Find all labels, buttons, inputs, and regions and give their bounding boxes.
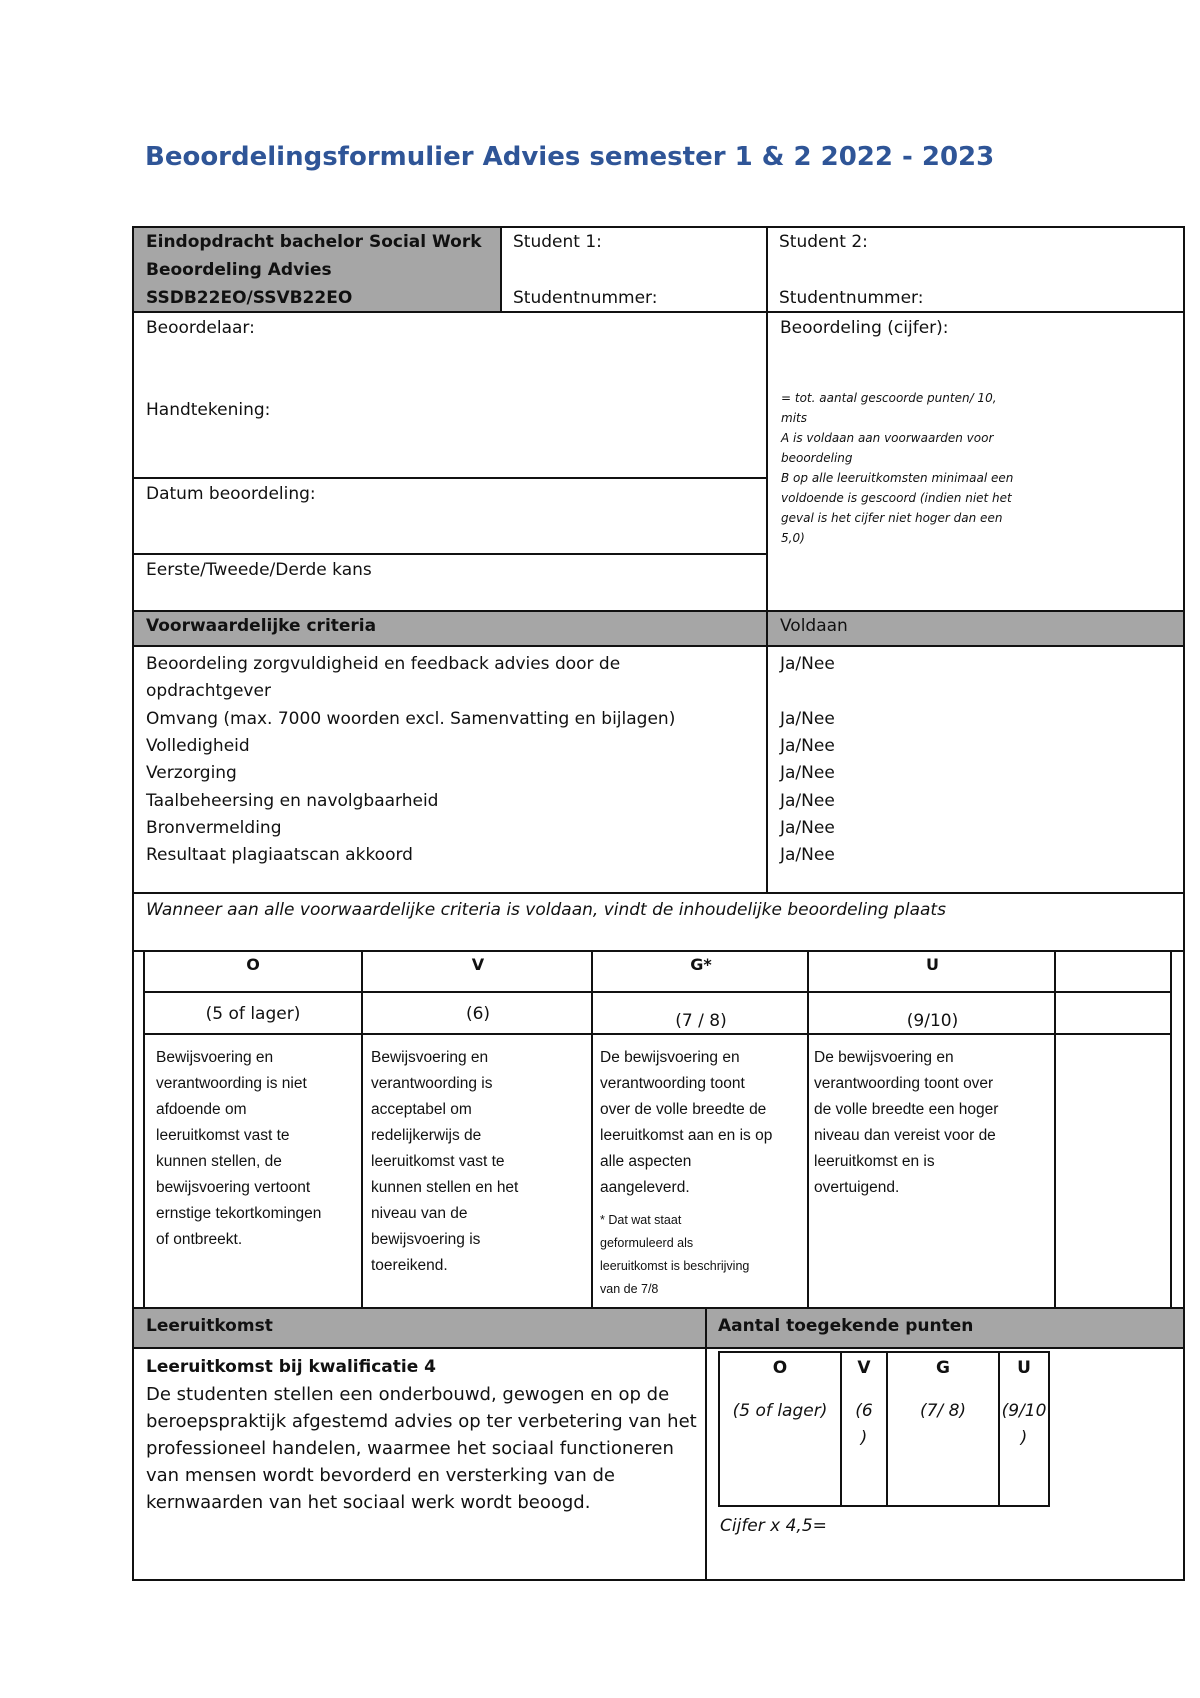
rubric-description: niveau dan vereist voor de: [814, 1127, 996, 1144]
grade-note-line: voldoende is gescoord (indien niet het: [781, 491, 1012, 505]
rubric-description: of ontbreekt.: [156, 1231, 243, 1248]
rubric-score: (9/10): [906, 1011, 959, 1031]
rubric-description: leeruitkomst aan en is op: [600, 1127, 773, 1144]
rubric-description: leeruitkomst en is: [814, 1153, 935, 1170]
course-line: Eindopdracht bachelor Social Work: [146, 232, 482, 252]
student1-number-label: Studentnummer:: [513, 288, 658, 308]
rubric-description: Bewijsvoering en: [156, 1049, 274, 1066]
signature-label: Handtekening:: [146, 400, 271, 420]
rubric-description: kunnen stellen en het: [371, 1179, 519, 1196]
criterion-label: opdrachtgever: [146, 681, 271, 701]
rubric-grade: V: [471, 955, 485, 974]
criterion-label: Beoordeling zorgvuldigheid en feedback advies door de: [146, 654, 621, 674]
criterion-label: Volledigheid: [146, 736, 250, 756]
rubric-description: kunnen stellen, de: [156, 1153, 282, 1170]
outcome-text: professioneel handelen, waarmee het sociaal functioneren: [146, 1438, 674, 1459]
rubric-description: leeruitkomst vast te: [371, 1153, 505, 1170]
rubric-description: ernstige tekortkomingen: [156, 1205, 322, 1222]
rubric-description: de volle breedte een hoger: [814, 1101, 999, 1118]
student2-number-label: Studentnummer:: [779, 288, 924, 308]
rubric-footnote: leeruitkomst is beschrijving: [600, 1259, 750, 1273]
points-grade: O: [772, 1358, 788, 1378]
points-grade: U: [1017, 1358, 1031, 1378]
rubric-description: acceptabel om: [371, 1101, 472, 1118]
criterion-label: Bronvermelding: [146, 818, 282, 838]
grade-note-line: 5,0): [781, 531, 805, 545]
course-line: SSDB22EO/SSVB22EO: [146, 288, 353, 308]
rubric-description: over de volle breedte de: [600, 1101, 767, 1118]
points-range: (9/10: [1001, 1401, 1047, 1421]
rubric-score: (7 / 8): [675, 1011, 727, 1031]
grade-note-line: mits: [781, 411, 807, 425]
criterion-label: Omvang (max. 7000 woorden excl. Samenvatting en bijlagen): [146, 709, 676, 729]
page-title: Beoordelingsformulier Advies semester 1 & 2 2022 - 2023: [145, 142, 995, 172]
criterion-value: Ja/Nee: [780, 709, 835, 729]
rubric-description: De bewijsvoering en: [814, 1049, 954, 1066]
rubric-description: Bewijsvoering en: [371, 1049, 489, 1066]
rubric-description: overtuigend.: [814, 1179, 900, 1196]
points-grade: G: [936, 1358, 950, 1378]
rubric-description: De bewijsvoering en: [600, 1049, 740, 1066]
rubric-score: (5 of lager): [205, 1004, 301, 1024]
criteria-notice: Wanneer aan alle voorwaardelijke criteria is voldaan, vindt de inhoudelijke beoordeling plaats: [146, 900, 946, 920]
rubric-description: toereikend.: [371, 1257, 448, 1274]
outcome-header-bg: [133, 1309, 1183, 1347]
rubric-grade: U: [926, 955, 939, 974]
rubric-description: redelijkerwijs de: [371, 1127, 482, 1144]
grade-note-line: geval is het cijfer niet hoger dan een: [781, 511, 1003, 525]
rubric-footnote: van de 7/8: [600, 1282, 659, 1296]
outcome-heading: Leeruitkomst: [146, 1316, 273, 1336]
grade-note-line: B op alle leeruitkomsten minimaal een: [781, 471, 1014, 485]
grade-note-line: = tot. aantal gescoorde punten/ 10,: [781, 391, 997, 405]
outcome-text: beroepspraktijk afgestemd advies op ter verbetering van het: [146, 1411, 697, 1432]
rubric-description: verantwoording is niet: [156, 1075, 307, 1092]
criterion-value: Ja/Nee: [780, 654, 835, 674]
criterion-label: Verzorging: [146, 763, 237, 783]
criterion-value: Ja/Nee: [780, 736, 835, 756]
rubric-description: afdoende om: [156, 1101, 247, 1118]
points-heading: Aantal toegekende punten: [718, 1316, 974, 1336]
date-label: Datum beoordeling:: [146, 484, 316, 504]
points-range: ): [1020, 1428, 1028, 1448]
outcome-title: Leeruitkomst bij kwalificatie 4: [146, 1357, 436, 1377]
outcome-text: De studenten stellen een onderbouwd, gewogen en op de: [146, 1384, 670, 1405]
points-range: (7/ 8): [919, 1401, 967, 1421]
criterion-value: Ja/Nee: [780, 763, 835, 783]
rubric-grade: G*: [690, 955, 712, 974]
criterion-value: Ja/Nee: [780, 791, 835, 811]
assessor-label: Beoordelaar:: [146, 318, 255, 338]
attempt-label: Eerste/Tweede/Derde kans: [146, 560, 372, 580]
rubric-description: bewijsvoering vertoont: [156, 1179, 311, 1196]
rubric-grade: O: [246, 955, 260, 974]
criteria-status-heading: Voldaan: [780, 616, 848, 636]
student1-label: Student 1:: [513, 232, 602, 252]
course-line: Beoordeling Advies: [146, 260, 332, 280]
criterion-value: Ja/Nee: [780, 818, 835, 838]
grade-formula: Cijfer x 4,5=: [720, 1516, 827, 1536]
points-range: ): [860, 1428, 868, 1448]
points-grade: V: [857, 1358, 871, 1378]
rubric-score: (6): [465, 1004, 491, 1024]
rubric-description: niveau van de: [371, 1205, 468, 1222]
outcome-text: van mensen wordt bevorderd en versterking van de: [146, 1465, 615, 1486]
criterion-label: Resultaat plagiaatscan akkoord: [146, 845, 413, 865]
rubric-description: alle aspecten: [600, 1153, 692, 1170]
criterion-value: Ja/Nee: [780, 845, 835, 865]
grade-note-line: A is voldaan aan voorwaarden voor: [781, 431, 994, 445]
rubric-description: leeruitkomst vast te: [156, 1127, 290, 1144]
criteria-heading: Voorwaardelijke criteria: [146, 616, 377, 636]
criterion-label: Taalbeheersing en navolgbaarheid: [146, 791, 439, 811]
rubric-description: aangeleverd.: [600, 1179, 690, 1196]
rubric-description: verantwoording toont: [600, 1075, 745, 1092]
grade-label: Beoordeling (cijfer):: [780, 318, 949, 338]
outcome-text: kernwaarden van het sociaal werk wordt beoogd.: [146, 1492, 591, 1513]
rubric-description: bewijsvoering is: [371, 1231, 481, 1248]
grade-note-line: beoordeling: [781, 451, 853, 465]
rubric-description: verantwoording toont over: [814, 1075, 994, 1092]
rubric-description: verantwoording is: [371, 1075, 493, 1092]
rubric-footnote: geformuleerd als: [600, 1236, 694, 1250]
student2-label: Student 2:: [779, 232, 868, 252]
points-range: (5 of lager): [732, 1401, 828, 1421]
points-range: (6: [855, 1401, 873, 1421]
rubric-footnote: * Dat wat staat: [600, 1213, 682, 1227]
